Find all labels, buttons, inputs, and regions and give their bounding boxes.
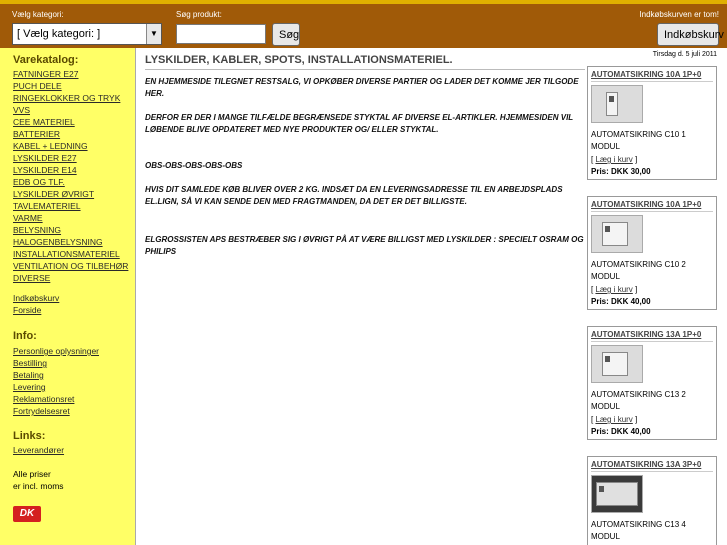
chevron-down-icon[interactable]: ▼ xyxy=(146,24,161,44)
dk-logo xyxy=(13,506,41,522)
shipping-paragraph: HVIS DIT SAMLEDE KØB BLIVER OVER 2 KG. INDSÆT DA EN LEVERINGSADRESSE TIL EN ARBEJDSPLADS EL.LIGN, SÅ VI KAN SENDE DEN MED FRAGTMANDEN, DA DET ER DET BILLIGSTE. xyxy=(145,185,563,206)
sidebar-item-batterier[interactable]: BATTERIER xyxy=(13,129,61,139)
obs-paragraph: OBS-OBS-OBS-OBS-OBS xyxy=(145,161,243,170)
top-bar xyxy=(0,0,727,48)
sidebar xyxy=(0,48,136,545)
category-label: Vælg kategori: xyxy=(12,10,64,19)
sidebar-item-lyskilder-e27[interactable]: LYSKILDER E27 xyxy=(13,153,77,163)
cart-button[interactable]: Indkøbskurv xyxy=(657,23,719,46)
info-link-delivery[interactable]: Levering xyxy=(13,382,46,392)
page-title: LYSKILDER, KABLER, SPOTS, INSTALLATIONSMATERIEL. xyxy=(145,54,453,66)
sidebar-item-fatninger[interactable]: FATNINGER E27 xyxy=(13,69,79,79)
product-image[interactable] xyxy=(591,475,643,513)
price-note-line2: er incl. moms xyxy=(13,481,64,491)
sidebar-item-puch[interactable]: PUCH DELE xyxy=(13,81,62,91)
title-divider xyxy=(145,69,585,70)
links-heading: Links: xyxy=(13,430,46,442)
product-image[interactable] xyxy=(591,345,643,383)
breaker-switch-icon xyxy=(605,356,610,362)
sidebar-item-kabel[interactable]: KABEL + LEDNING xyxy=(13,141,88,151)
add-to-cart: [ Læg i kurv ] xyxy=(591,155,638,164)
info-link-order[interactable]: Bestilling xyxy=(13,358,48,368)
product-card xyxy=(587,326,717,440)
add-to-cart: [ Læg i kurv ] xyxy=(591,415,638,424)
info-link-payment[interactable]: Betaling xyxy=(13,370,44,380)
breaker-switch-icon xyxy=(605,226,610,232)
product-image[interactable] xyxy=(591,215,643,253)
product-price: Pris: DKK 40,00 xyxy=(591,297,651,306)
breaker-module-icon xyxy=(602,222,628,246)
breaker-switch-icon xyxy=(599,486,604,492)
category-select[interactable] xyxy=(12,23,162,45)
sidebar-item-installation[interactable]: INSTALLATIONSMATERIEL xyxy=(13,249,120,259)
sidebar-item-lyskilder-e14[interactable]: LYSKILDER E14 xyxy=(13,165,77,175)
add-to-cart-link[interactable]: Læg i kurv xyxy=(595,285,633,294)
product-price: Pris: DKK 40,00 xyxy=(591,427,651,436)
catalog-heading: Varekatalog: xyxy=(13,54,79,66)
search-input[interactable] xyxy=(176,24,266,44)
breaker-switch-icon xyxy=(609,96,614,102)
sidebar-item-halogen[interactable]: HALOGENBELYSNING xyxy=(13,237,103,247)
breaker-module-icon xyxy=(596,482,638,506)
product-name: AUTOMATSIKRING C13 2 MODUL xyxy=(591,390,686,411)
breaker-module-icon xyxy=(602,352,628,376)
product-price: Pris: DKK 30,00 xyxy=(591,167,651,176)
product-card xyxy=(587,456,717,545)
product-card xyxy=(587,196,717,310)
product-card xyxy=(587,66,717,180)
cart-status: Indkøbskurven er tom! xyxy=(639,10,719,19)
category-select-value: [ Vælg kategori: ] xyxy=(17,28,101,40)
sidebar-item-vvs[interactable]: VVS xyxy=(13,105,31,115)
search-label: Søg produkt: xyxy=(176,10,222,19)
product-name: AUTOMATSIKRING C10 1 MODUL xyxy=(591,130,686,151)
links-link-suppliers[interactable]: Leverandører xyxy=(13,445,65,455)
info-heading: Info: xyxy=(13,330,37,342)
product-title-link[interactable]: AUTOMATSIKRING 13A 1P+0 xyxy=(591,330,702,339)
main-content xyxy=(137,48,585,545)
info-link-withdrawal[interactable]: Fortrydelsesret xyxy=(13,406,70,416)
add-to-cart: [ Læg i kurv ] xyxy=(591,285,638,294)
info-link-complaints[interactable]: Reklamationsret xyxy=(13,394,75,404)
stock-paragraph: DERFOR ER DER I MANGE TILFÆLDE BEGRÆNSEDE STYKTAL AF DIVERSE EL-ARTIKLER. HJEMMESIDEN VIL LØBENDE BLIVE OPDATERET MED NYE PRODUKTER OG/ ELLER STYKTAL. xyxy=(145,113,574,134)
sidebar-item-lyskilder-ovrigt[interactable]: LYSKILDER ØVRIGT xyxy=(13,189,95,199)
search-button[interactable]: Søg xyxy=(272,23,300,46)
sidebar-item-diverse[interactable]: DIVERSE xyxy=(13,273,51,283)
add-to-cart-link[interactable]: Læg i kurv xyxy=(595,155,633,164)
sidebar-item-edb[interactable]: EDB OG TLF. xyxy=(13,177,65,187)
product-name: AUTOMATSIKRING C13 4 MODUL xyxy=(591,520,686,541)
info-link-personal[interactable]: Personlige oplysninger xyxy=(13,346,99,356)
card-divider xyxy=(591,471,713,472)
product-title-link[interactable]: AUTOMATSIKRING 10A 1P+0 xyxy=(591,200,702,209)
sidebar-item-varme[interactable]: VARME xyxy=(13,213,43,223)
sidebar-item-belysning[interactable]: BELYSNING xyxy=(13,225,62,235)
price-note-line1: Alle priser xyxy=(13,469,51,479)
add-to-cart-link[interactable]: Læg i kurv xyxy=(595,415,633,424)
sidebar-link-cart[interactable]: Indkøbskurv xyxy=(13,293,60,303)
sidebar-item-ventilation[interactable]: VENTILATION OG TILBEHØR xyxy=(13,261,129,271)
product-title-link[interactable]: AUTOMATSIKRING 10A 1P+0 xyxy=(591,70,702,79)
dk-logo-text: DK xyxy=(19,508,35,519)
sidebar-item-tavlemateriel[interactable]: TAVLEMATERIEL xyxy=(13,201,81,211)
intro-paragraph: EN HJEMMESIDE TILEGNET RESTSALG, VI OPKØBER DIVERSE PARTIER OG LADER DET KOMME JER TILGODE HER. xyxy=(145,77,579,98)
product-title-link[interactable]: AUTOMATSIKRING 13A 3P+0 xyxy=(591,460,702,469)
card-divider xyxy=(591,211,713,212)
current-date: Tirsdag d. 5 juli 2011 xyxy=(652,51,717,58)
breaker-module-icon xyxy=(606,92,618,116)
sidebar-link-home[interactable]: Forside xyxy=(13,305,42,315)
sidebar-item-ringeklokker[interactable]: RINGEKLOKKER OG TRYK xyxy=(13,93,121,103)
sidebar-item-cee[interactable]: CEE MATERIEL xyxy=(13,117,75,127)
product-image[interactable] xyxy=(591,85,643,123)
card-divider xyxy=(591,341,713,342)
product-name: AUTOMATSIKRING C10 2 MODUL xyxy=(591,260,686,281)
card-divider xyxy=(591,81,713,82)
cheapest-paragraph: ELGROSSISTEN APS BESTRÆBER SIG I ØVRIGT PÅ AT VÆRE BILLIGST MED LYSKILDER : SPECIELT OSRAM OG PHILIPS xyxy=(145,235,584,256)
